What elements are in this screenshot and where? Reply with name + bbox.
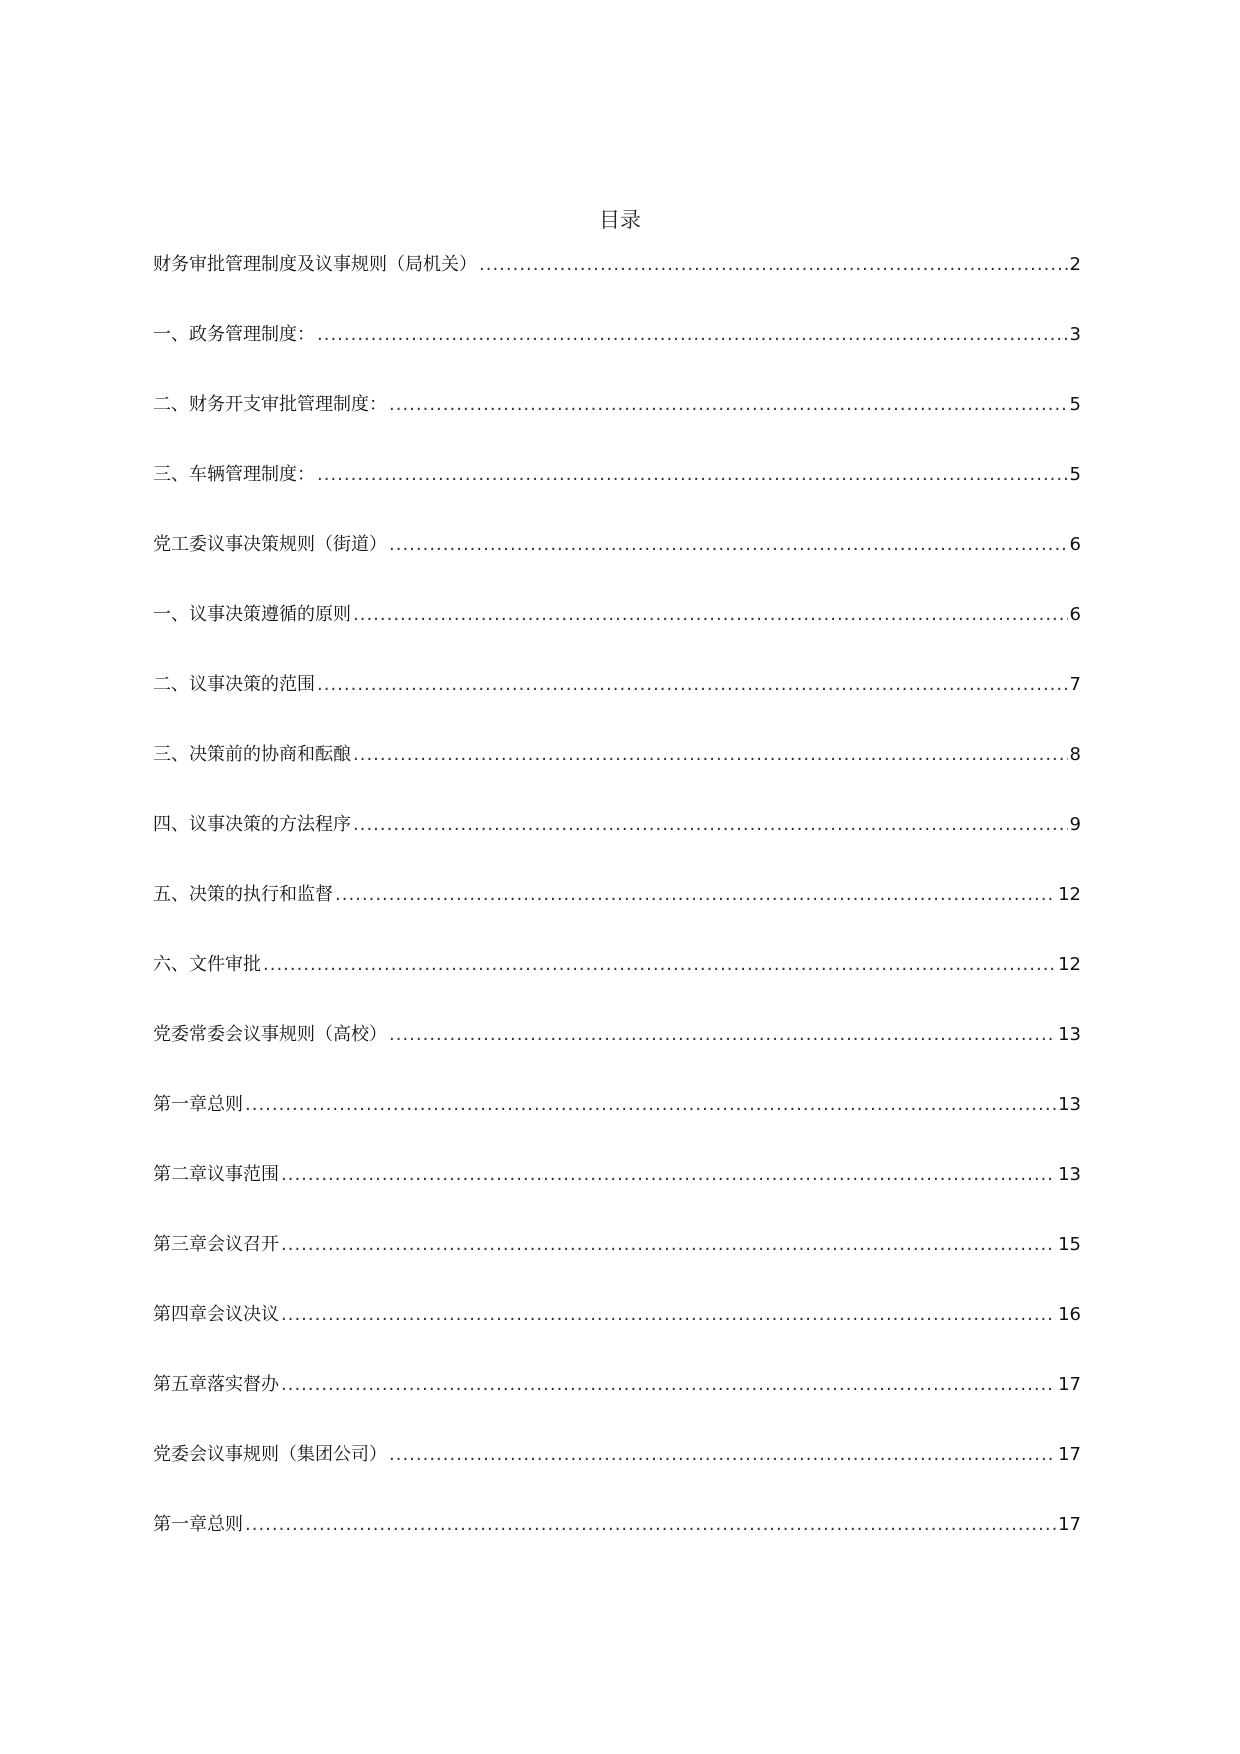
- toc-entry[interactable]: [153, 532, 1081, 602]
- toc-entry-label[interactable]: 五、决策的执行和监督: [153, 884, 333, 905]
- toc-entry-page-number[interactable]: 16: [1058, 1304, 1081, 1325]
- toc-dot-leader: [317, 672, 1068, 698]
- toc-dot-leader: [281, 1232, 1056, 1258]
- toc-dot-leader: [281, 1302, 1056, 1328]
- toc-entry-page-number[interactable]: 13: [1058, 1164, 1081, 1185]
- toc-dot-leader: [281, 1372, 1056, 1398]
- toc-entry-page-number[interactable]: 2: [1069, 254, 1081, 275]
- toc-entry[interactable]: [153, 1302, 1081, 1372]
- toc-entry-label[interactable]: 党委常委会议事规则（高校）: [153, 1024, 387, 1045]
- toc-dot-leader: [389, 1442, 1056, 1468]
- toc-entry[interactable]: [153, 672, 1081, 742]
- toc-entry-label[interactable]: 第一章总则: [153, 1514, 243, 1535]
- toc-entry[interactable]: [153, 392, 1081, 462]
- toc-entry-label[interactable]: 第一章总则: [153, 1094, 243, 1115]
- toc-dot-leader: [245, 1092, 1056, 1118]
- toc-entry-label[interactable]: 二、议事决策的范围: [153, 674, 315, 695]
- toc-entry-label[interactable]: 三、决策前的协商和酝酿: [153, 744, 351, 765]
- toc-entry-page-number[interactable]: 6: [1069, 604, 1081, 625]
- toc-entry-page-number[interactable]: 12: [1058, 884, 1081, 905]
- toc-dot-leader: [479, 252, 1068, 278]
- toc-dot-leader: [353, 602, 1068, 628]
- toc-entry-label[interactable]: 一、议事决策遵循的原则: [153, 604, 351, 625]
- toc-entry-page-number[interactable]: 7: [1069, 674, 1081, 695]
- toc-entry-page-number[interactable]: 15: [1058, 1234, 1081, 1255]
- toc-dot-leader: [263, 952, 1056, 978]
- toc-title: 目录: [599, 208, 641, 232]
- toc-entry-label[interactable]: 财务审批管理制度及议事规则（局机关）: [153, 254, 477, 275]
- toc-entry-page-number[interactable]: 8: [1069, 744, 1081, 765]
- toc-entry[interactable]: [153, 882, 1081, 952]
- toc-entry-label[interactable]: 第四章会议决议: [153, 1304, 279, 1325]
- toc-dot-leader: [335, 882, 1056, 908]
- toc-entry[interactable]: [153, 1092, 1081, 1162]
- toc-entry-label[interactable]: 第三章会议召开: [153, 1234, 279, 1255]
- toc-entry[interactable]: [153, 742, 1081, 812]
- toc-entry-page-number[interactable]: 17: [1058, 1374, 1081, 1395]
- toc-entry-page-number[interactable]: 6: [1069, 534, 1081, 555]
- toc-dot-leader: [389, 1022, 1056, 1048]
- toc-entry[interactable]: [153, 1512, 1081, 1582]
- toc-entry[interactable]: [153, 1022, 1081, 1092]
- table-of-contents: [153, 252, 1081, 1582]
- toc-entry-label[interactable]: 三、车辆管理制度：: [153, 464, 315, 485]
- toc-entry-page-number[interactable]: 3: [1069, 324, 1081, 345]
- toc-entry[interactable]: [153, 322, 1081, 392]
- toc-entry[interactable]: [153, 952, 1081, 1022]
- toc-entry-label[interactable]: 第五章落实督办: [153, 1374, 279, 1395]
- toc-dot-leader: [389, 392, 1068, 418]
- toc-entry[interactable]: [153, 812, 1081, 882]
- toc-entry-page-number[interactable]: 17: [1058, 1444, 1081, 1465]
- toc-dot-leader: [353, 742, 1068, 768]
- toc-dot-leader: [245, 1512, 1056, 1538]
- toc-entry[interactable]: [153, 462, 1081, 532]
- toc-entry-label[interactable]: 二、财务开支审批管理制度：: [153, 394, 387, 415]
- toc-entry-page-number[interactable]: 5: [1069, 394, 1081, 415]
- toc-entry[interactable]: [153, 1232, 1081, 1302]
- toc-dot-leader: [317, 322, 1068, 348]
- toc-dot-leader: [281, 1162, 1056, 1188]
- toc-entry-label[interactable]: 党委会议事规则（集团公司）: [153, 1444, 387, 1465]
- toc-entry-page-number[interactable]: 13: [1058, 1094, 1081, 1115]
- toc-entry-label[interactable]: 一、政务管理制度：: [153, 324, 315, 345]
- toc-entry[interactable]: [153, 602, 1081, 672]
- toc-entry-page-number[interactable]: 9: [1069, 814, 1081, 835]
- toc-entry-page-number[interactable]: 12: [1058, 954, 1081, 975]
- toc-entry[interactable]: [153, 1372, 1081, 1442]
- toc-entry-label[interactable]: 四、议事决策的方法程序: [153, 814, 351, 835]
- toc-entry-page-number[interactable]: 13: [1058, 1024, 1081, 1045]
- toc-entry-page-number[interactable]: 17: [1058, 1514, 1081, 1535]
- toc-dot-leader: [389, 532, 1068, 558]
- toc-entry[interactable]: [153, 1162, 1081, 1232]
- toc-entry[interactable]: [153, 1442, 1081, 1512]
- toc-dot-leader: [353, 812, 1068, 838]
- toc-dot-leader: [317, 462, 1068, 488]
- toc-entry-page-number[interactable]: 5: [1069, 464, 1081, 485]
- toc-entry-label[interactable]: 党工委议事决策规则（街道）: [153, 534, 387, 555]
- toc-entry[interactable]: [153, 252, 1081, 322]
- toc-entry-label[interactable]: 六、文件审批: [153, 954, 261, 975]
- toc-entry-label[interactable]: 第二章议事范围: [153, 1164, 279, 1185]
